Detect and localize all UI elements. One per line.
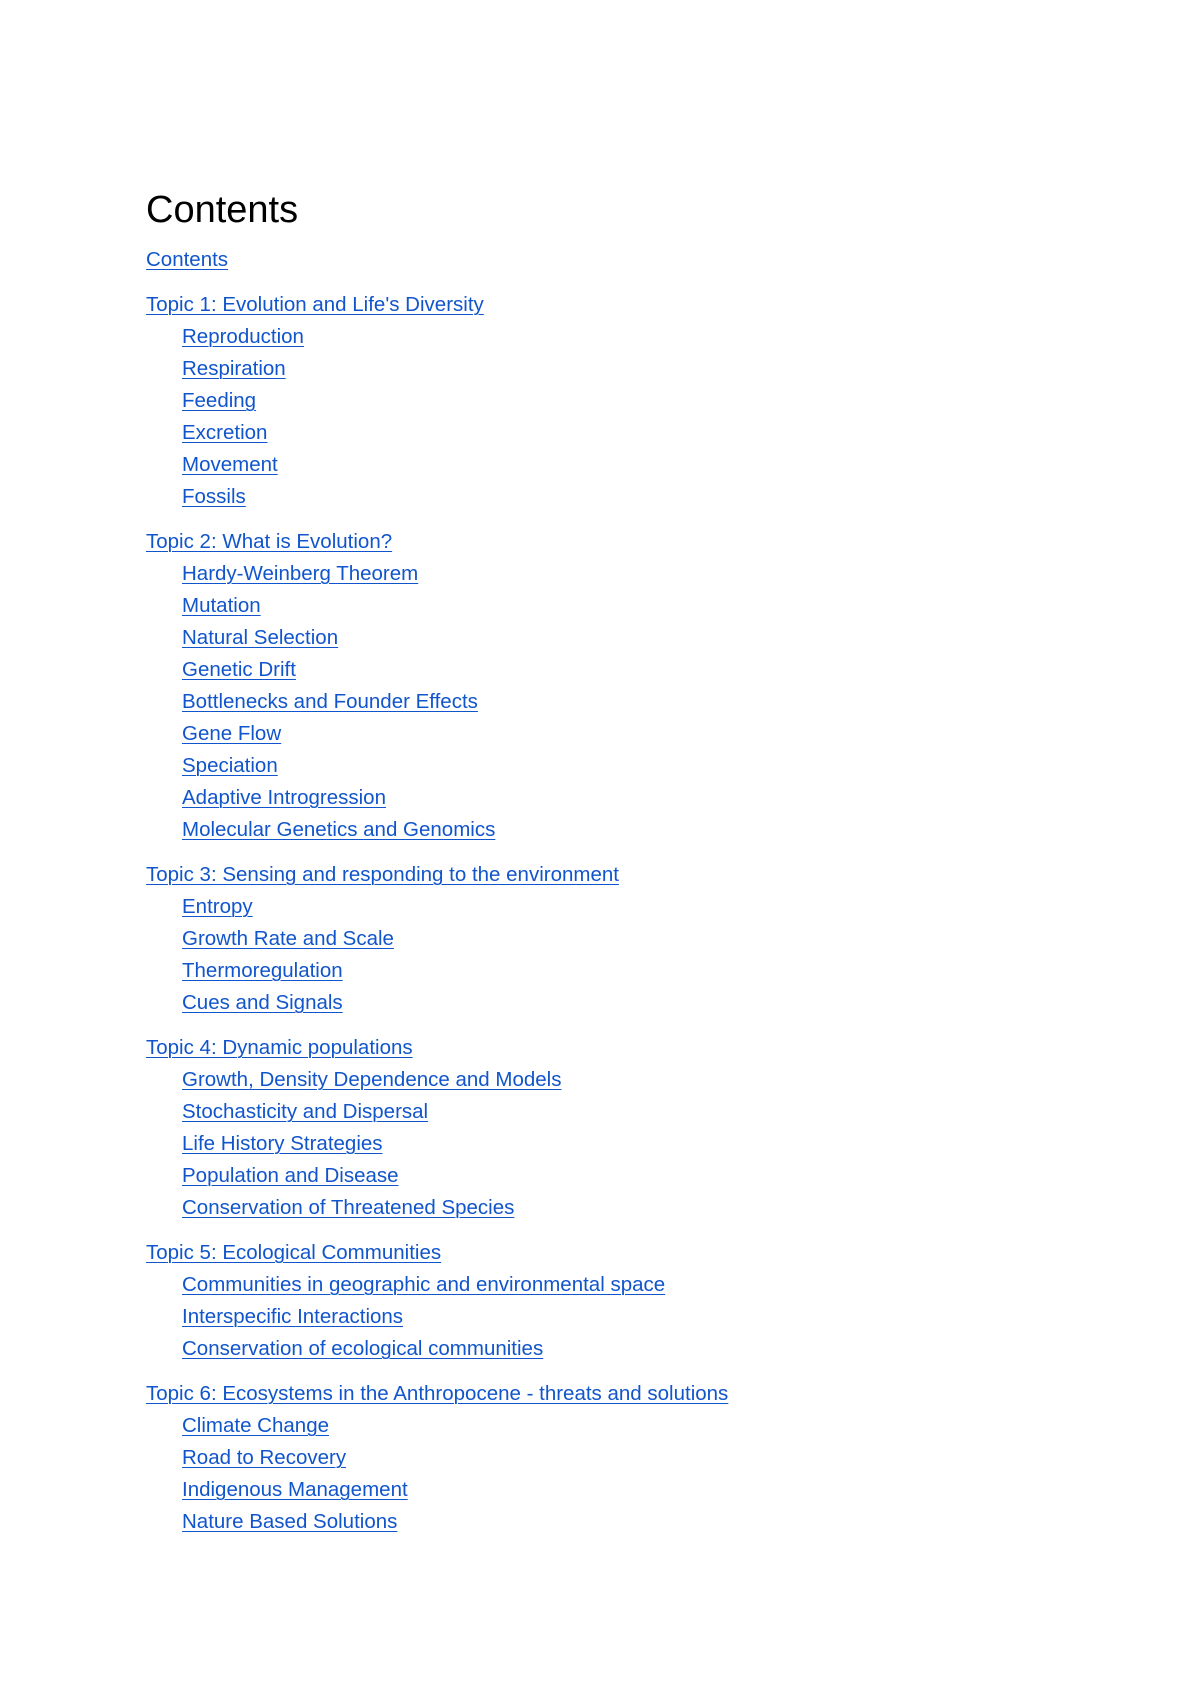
toc-topic-5 [146,1237,1146,1365]
toc-link-communities-geographic-space[interactable]: Communities in geographic and environmental space [182,1273,666,1296]
toc-link-natural-selection[interactable]: Natural Selection [182,626,339,649]
toc-link-feeding[interactable]: Feeding [182,389,257,412]
toc-link-hardy-weinberg-theorem[interactable]: Hardy-Weinberg Theorem [182,562,419,585]
toc-link-gene-flow[interactable]: Gene Flow [182,722,282,745]
toc-link-speciation[interactable]: Speciation [182,754,278,777]
toc-link-genetic-drift[interactable]: Genetic Drift [182,658,296,681]
toc-link-life-history-strategies[interactable]: Life History Strategies [182,1132,383,1155]
toc-topic-5-items [146,1269,1146,1365]
toc-link-topic-6[interactable]: Topic 6: Ecosystems in the Anthropocene - threats and solutions [146,1382,729,1405]
toc-link-growth-rate-scale[interactable]: Growth Rate and Scale [182,927,394,950]
toc-link-fossils[interactable]: Fossils [182,485,246,508]
toc-link-climate-change[interactable]: Climate Change [182,1414,329,1437]
toc-link-movement[interactable]: Movement [182,453,278,476]
toc-link-conservation-ecological-communities[interactable]: Conservation of ecological communities [182,1337,544,1360]
toc-topic-6 [146,1378,1146,1538]
toc-topic-6-items [146,1410,1146,1538]
toc-link-stochasticity-dispersal[interactable]: Stochasticity and Dispersal [182,1100,429,1123]
page-title: Contents [146,189,299,231]
toc-link-bottlenecks-founder-effects[interactable]: Bottlenecks and Founder Effects [182,690,478,713]
toc-topic-3-items [146,891,1146,1019]
toc-link-thermoregulation[interactable]: Thermoregulation [182,959,343,982]
toc-link-topic-4[interactable]: Topic 4: Dynamic populations [146,1036,413,1059]
toc-link-respiration[interactable]: Respiration [182,357,286,380]
toc-link-road-to-recovery[interactable]: Road to Recovery [182,1446,347,1469]
toc-link-contents[interactable]: Contents [146,248,229,271]
toc-link-entropy[interactable]: Entropy [182,895,253,918]
toc-topic-3 [146,859,1146,1019]
toc-link-reproduction[interactable]: Reproduction [182,325,304,348]
toc-link-topic-3[interactable]: Topic 3: Sensing and responding to the environment [146,863,619,886]
toc-link-adaptive-introgression[interactable]: Adaptive Introgression [182,786,386,809]
document-page [146,186,1146,1538]
toc-link-conservation-threatened-species[interactable]: Conservation of Threatened Species [182,1196,515,1219]
toc-link-interspecific-interactions[interactable]: Interspecific Interactions [182,1305,404,1328]
toc-link-molecular-genetics-genomics[interactable]: Molecular Genetics and Genomics [182,818,496,841]
toc-topic-4 [146,1032,1146,1224]
toc-link-topic-5[interactable]: Topic 5: Ecological Communities [146,1241,442,1264]
toc-link-cues-signals[interactable]: Cues and Signals [182,991,343,1014]
toc-topic-1 [146,289,1146,513]
toc-link-nature-based-solutions[interactable]: Nature Based Solutions [182,1510,398,1533]
toc-topic-2-items [146,558,1146,846]
toc-link-excretion[interactable]: Excretion [182,421,268,444]
toc-topic-1-items [146,321,1146,513]
toc-link-indigenous-management[interactable]: Indigenous Management [182,1478,408,1501]
toc-link-topic-2[interactable]: Topic 2: What is Evolution? [146,530,393,553]
toc-link-topic-1[interactable]: Topic 1: Evolution and Life's Diversity [146,293,484,316]
toc-topic-2 [146,526,1146,846]
toc-topic-4-items [146,1064,1146,1224]
toc-link-population-disease[interactable]: Population and Disease [182,1164,399,1187]
toc-link-mutation[interactable]: Mutation [182,594,261,617]
toc-link-growth-density-models[interactable]: Growth, Density Dependence and Models [182,1068,562,1091]
table-of-contents [146,244,1146,1538]
